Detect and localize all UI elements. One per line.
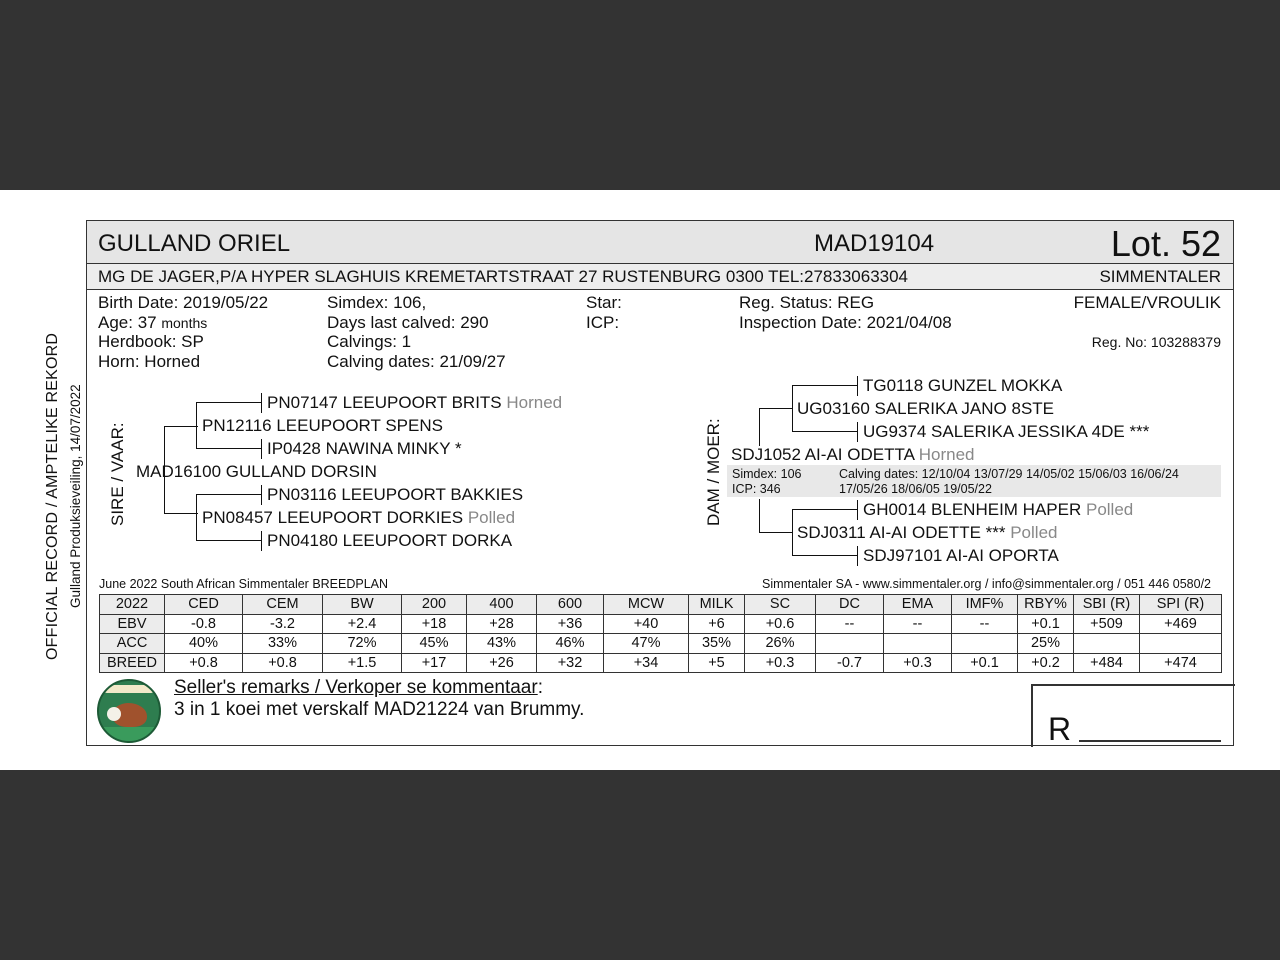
ebv-cell: +2.4 <box>323 614 402 634</box>
pedigree-line <box>759 408 793 409</box>
ebv-cell: +0.3 <box>884 653 952 673</box>
ebv-cell: +0.1 <box>952 653 1018 673</box>
breedplan-note: June 2022 South African Simmentaler BREEDPLAN <box>99 577 389 591</box>
icp: ICP: <box>586 313 620 332</box>
owner-bar <box>87 264 1233 290</box>
calvings: Calvings: 1 <box>327 332 412 351</box>
ebv-row <box>100 614 1222 634</box>
ebv-header-cell: CED <box>165 595 243 615</box>
ebv-cell: 45% <box>402 634 467 654</box>
ebv-cell: +0.6 <box>745 614 816 634</box>
dam-animal: SDJ1052 AI-AI ODETTA Horned <box>731 445 975 464</box>
sire-sire: PN12116 LEEUPOORT SPENS <box>202 416 443 435</box>
dam-dam-sire: GH0014 BLENHEIM HAPER Polled <box>863 500 1134 519</box>
ebv-header-cell: 400 <box>467 595 537 615</box>
ebv-cell: 72% <box>323 634 402 654</box>
pedigree-line <box>792 385 793 431</box>
ebv-header-cell: 600 <box>537 595 604 615</box>
ebv-cell <box>884 634 952 654</box>
birth-date: Birth Date: 2019/05/22 <box>98 293 269 312</box>
ebv-cell: +40 <box>604 614 689 634</box>
breed-name: SIMMENTALER <box>1099 267 1221 286</box>
ebv-cell: 46% <box>537 634 604 654</box>
pedigree-line <box>164 513 198 514</box>
pedigree-line <box>792 509 793 555</box>
simmentaler-logo <box>97 679 161 743</box>
dam-icp: ICP: 346 <box>732 482 781 496</box>
ebv-cell: -0.8 <box>165 614 243 634</box>
ebv-cell: +36 <box>537 614 604 634</box>
pedigree-line <box>196 448 262 449</box>
price-write-line <box>1079 740 1221 742</box>
ebv-cell: +484 <box>1074 653 1140 673</box>
ebv-cell: -- <box>816 614 884 634</box>
owner-details: MG DE JAGER,P/A HYPER SLAGHUIS KREMETARTSTRAAT 27 RUSTENBURG 0300 TEL:27833063304 <box>98 267 909 286</box>
price-box-border <box>1031 684 1235 686</box>
ebv-cell: +6 <box>689 614 745 634</box>
price-box-border <box>1031 684 1033 747</box>
pedigree-line <box>759 532 793 533</box>
ebv-cell: +28 <box>467 614 537 634</box>
sale-name-label: Gulland Produksieveiling, 14/07/2022 <box>68 384 83 608</box>
reg-status: Reg. Status: REG <box>739 293 875 312</box>
pedigree-line <box>196 540 262 541</box>
ebv-cell: 47% <box>604 634 689 654</box>
ebv-cell <box>1140 634 1222 654</box>
pedigree-line <box>196 494 262 495</box>
society-contact: Simmentaler SA - www.simmentaler.org / info@simmentaler.org / 051 446 0580/2 <box>761 577 1211 591</box>
dam-calving-dates-cont: 17/05/26 18/06/05 19/05/22 <box>839 482 992 496</box>
ebv-cell: +469 <box>1140 614 1222 634</box>
dam-dam-dam: SDJ97101 AI-AI OPORTA <box>863 546 1059 565</box>
ebv-header-cell: MILK <box>689 595 745 615</box>
ebv-row <box>100 653 1222 673</box>
ebv-cell: +34 <box>604 653 689 673</box>
ebv-cell: -- <box>952 614 1018 634</box>
inspection-date: Inspection Date: 2021/04/08 <box>739 313 952 332</box>
ebv-cell: 25% <box>1018 634 1074 654</box>
age: Age: 37 months <box>98 313 208 332</box>
dam-sire: UG03160 SALERIKA JANO 8STE <box>797 399 1055 418</box>
currency-symbol: R <box>1048 711 1072 747</box>
pedigree-line <box>792 431 858 432</box>
ebv-cell: 26% <box>745 634 816 654</box>
sire-dam: PN08457 LEEUPOORT DORKIES Polled <box>202 508 516 527</box>
ebv-header-cell: EMA <box>884 595 952 615</box>
sire-label: SIRE / VAAR: <box>108 422 127 526</box>
sire-animal: MAD16100 GULLAND DORSIN <box>136 462 377 481</box>
ebv-row-label: ACC <box>100 634 165 654</box>
pedigree-line <box>857 546 858 566</box>
pedigree-line <box>261 531 262 551</box>
official-record-label: OFFICIAL RECORD / AMPTELIKE REKORD <box>44 332 61 660</box>
ebv-cell: +0.1 <box>1018 614 1074 634</box>
sex: FEMALE/VROULIK <box>1073 293 1221 312</box>
ebv-cell: +0.8 <box>243 653 323 673</box>
pedigree-line <box>857 376 858 396</box>
sire-dam-dam: PN04180 LEEUPOORT DORKA <box>267 531 513 550</box>
ebv-cell: +32 <box>537 653 604 673</box>
animal-name: GULLAND ORIEL <box>98 230 291 257</box>
herdbook: Herdbook: SP <box>98 332 204 351</box>
ebv-cell: +474 <box>1140 653 1222 673</box>
ebv-row <box>100 634 1222 654</box>
horn-status: Horn: Horned <box>98 352 201 371</box>
ebv-header-row <box>100 595 1222 615</box>
sire-sire-sire: PN07147 LEEUPOORT BRITS Horned <box>267 393 563 412</box>
dam-label: DAM / MOER: <box>704 418 723 526</box>
ebv-cell <box>952 634 1018 654</box>
ebv-cell <box>1074 634 1140 654</box>
dam-calving-dates: Calving dates: 12/10/04 13/07/29 14/05/02 15/06/03 16/06/24 <box>839 467 1179 481</box>
pedigree-line <box>792 555 858 556</box>
sire-sire-dam: IP0428 NAWINA MINKY * <box>267 439 462 458</box>
dam-stats-panel <box>727 465 1221 497</box>
ebv-row-label: BREED <box>100 653 165 673</box>
star-rating: Star: <box>586 293 622 312</box>
simdex: Simdex: 106, <box>327 293 427 312</box>
ebv-table <box>99 594 1222 673</box>
ebv-cell: +0.2 <box>1018 653 1074 673</box>
ebv-header-cell: CEM <box>243 595 323 615</box>
ebv-cell: +17 <box>402 653 467 673</box>
ebv-cell: 33% <box>243 634 323 654</box>
ebv-header-cell: BW <box>323 595 402 615</box>
pedigree-line <box>261 439 262 459</box>
ebv-header-cell: MCW <box>604 595 689 615</box>
pedigree-line <box>196 402 197 448</box>
ebv-header-cell: SC <box>745 595 816 615</box>
ebv-cell <box>816 634 884 654</box>
ebv-cell: +0.8 <box>165 653 243 673</box>
ebv-cell: +0.3 <box>745 653 816 673</box>
lot-number: Lot. 52 <box>1110 223 1221 264</box>
ebv-header-cell: RBY% <box>1018 595 1074 615</box>
ebv-header-cell: DC <box>816 595 884 615</box>
dam-sire-dam: UG9374 SALERIKA JESSIKA 4DE *** <box>863 422 1150 441</box>
remarks-title: Seller's remarks / Verkoper se kommentaar: <box>174 677 543 698</box>
ebv-header-cell: 200 <box>402 595 467 615</box>
lot-card <box>86 220 1234 746</box>
ebv-cell: 35% <box>689 634 745 654</box>
pedigree-line <box>792 509 858 510</box>
pedigree-line <box>792 385 858 386</box>
pedigree-line <box>759 408 760 446</box>
pedigree-line <box>261 485 262 505</box>
ebv-cell: +1.5 <box>323 653 402 673</box>
days-last-calved: Days last calved: 290 <box>327 313 489 332</box>
ebv-cell: +26 <box>467 653 537 673</box>
ebv-header-cell: 2022 <box>100 595 165 615</box>
dam-dam: SDJ0311 AI-AI ODETTE *** Polled <box>797 523 1058 542</box>
ebv-header-cell: IMF% <box>952 595 1018 615</box>
ebv-cell: +509 <box>1074 614 1140 634</box>
reg-number: Reg. No: 103288379 <box>1091 334 1221 350</box>
ebv-cell: +18 <box>402 614 467 634</box>
dam-sire-sire: TG0118 GUNZEL MOKKA <box>863 376 1063 395</box>
ebv-cell: -3.2 <box>243 614 323 634</box>
ebv-row-label: EBV <box>100 614 165 634</box>
ebv-cell: 40% <box>165 634 243 654</box>
card-header <box>87 221 1233 264</box>
ebv-cell: +5 <box>689 653 745 673</box>
ebv-header-cell: SBI (R) <box>1074 595 1140 615</box>
pedigree-line <box>261 393 262 413</box>
pedigree-line <box>196 494 197 540</box>
pedigree-line <box>759 499 760 532</box>
pedigree-line <box>164 426 198 427</box>
sire-dam-sire: PN03116 LEEUPOORT BAKKIES <box>267 485 524 504</box>
ebv-cell: -- <box>884 614 952 634</box>
dam-simdex: Simdex: 106 <box>732 467 802 481</box>
pedigree-line <box>196 402 262 403</box>
pedigree-line <box>857 422 858 442</box>
ebv-cell: -0.7 <box>816 653 884 673</box>
ebv-cell: 43% <box>467 634 537 654</box>
remarks-text: 3 in 1 koei met verskalf MAD21224 van Brummy. <box>174 699 585 720</box>
pedigree-line <box>857 500 858 520</box>
ebv-header-cell: SPI (R) <box>1140 595 1222 615</box>
calving-dates: Calving dates: 21/09/27 <box>327 352 506 371</box>
animal-code: MAD19104 <box>814 230 935 257</box>
